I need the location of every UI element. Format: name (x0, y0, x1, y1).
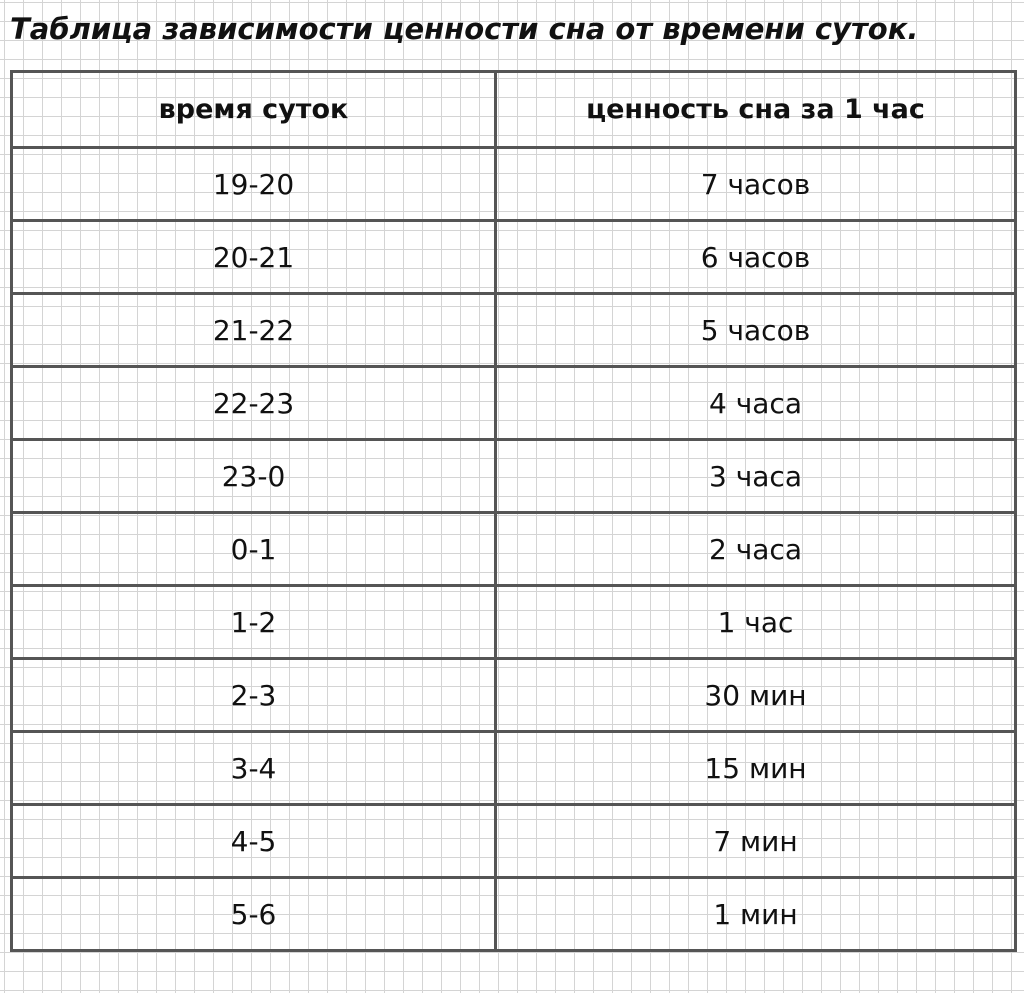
value-cell: 7 часов (496, 148, 1016, 221)
table-row (12, 805, 1016, 878)
table-row (12, 221, 1016, 294)
table-row (12, 586, 1016, 659)
value-cell: 30 мин (496, 659, 1016, 732)
time-cell: 5-6 (12, 878, 496, 951)
value-cell: 15 мин (496, 732, 1016, 805)
value-cell: 1 час (496, 586, 1016, 659)
table-row (12, 440, 1016, 513)
value-cell: 2 часа (496, 513, 1016, 586)
sleep-value-table (10, 70, 1017, 952)
table-row (12, 732, 1016, 805)
time-cell: 0-1 (12, 513, 496, 586)
table-row (12, 659, 1016, 732)
time-cell: 3-4 (12, 732, 496, 805)
value-cell: 4 часа (496, 367, 1016, 440)
time-cell: 4-5 (12, 805, 496, 878)
table-row (12, 367, 1016, 440)
value-cell: 1 мин (496, 878, 1016, 951)
time-cell: 23-0 (12, 440, 496, 513)
column-header-sleep-value: ценность сна за 1 час (496, 72, 1016, 148)
time-cell: 21-22 (12, 294, 496, 367)
time-cell: 20-21 (12, 221, 496, 294)
table-row (12, 513, 1016, 586)
time-cell: 19-20 (12, 148, 496, 221)
table-row (12, 148, 1016, 221)
time-cell: 2-3 (12, 659, 496, 732)
value-cell: 5 часов (496, 294, 1016, 367)
column-header-time-of-day: время суток (12, 72, 496, 148)
table-container (10, 70, 1014, 952)
value-cell: 3 часа (496, 440, 1016, 513)
time-cell: 22-23 (12, 367, 496, 440)
value-cell: 7 мин (496, 805, 1016, 878)
table-row (12, 294, 1016, 367)
header-row (12, 72, 1016, 148)
value-cell: 6 часов (496, 221, 1016, 294)
table-row (12, 878, 1016, 951)
page-title: Таблица зависимости ценности сна от времени суток. (10, 12, 919, 46)
time-cell: 1-2 (12, 586, 496, 659)
